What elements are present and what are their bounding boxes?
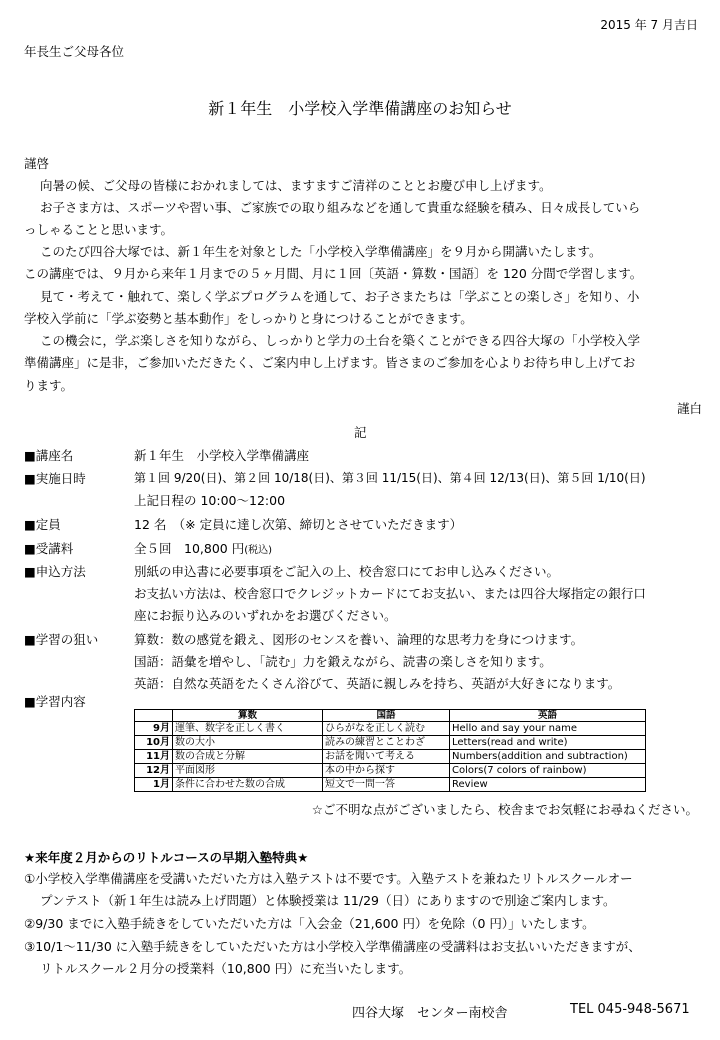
dates-value: 第１回 9/20(日)、第２回 10/18(日)、第３回 11/15(日)、第４回 12/13(日)、第５回 1/10(日): [134, 471, 646, 485]
special-item-1-cont: プンテスト（新１年生は読み上げ問題）と体験授業は 11/29（日）にありますので別途ご案内します。: [40, 893, 616, 908]
salutation: 謹啓: [24, 156, 50, 171]
table-row: [135, 736, 646, 750]
table-row: [135, 722, 646, 736]
japanese-cell: 本の中から探す: [323, 764, 450, 778]
table-row: [135, 750, 646, 764]
header-cell: 算数: [173, 710, 323, 722]
apply-value: 別紙の申込書に必要事項をご記入の上、校舎窓口にてお申し込みください。: [134, 564, 560, 579]
body-paragraph-line: っしゃることと思います。: [24, 222, 174, 237]
closing: 謹白: [676, 401, 702, 416]
dates-time: 上記日程の 10:00〜12:00: [134, 493, 286, 508]
dates-label: ■実施日時: [24, 471, 86, 486]
aim-english: 英語：自然な英語をたくさん浴びて、英語に親しみを持ち、英語が大好きになります。: [134, 676, 621, 691]
table-row: [135, 764, 646, 778]
english-cell: Hello and say your name: [450, 722, 646, 736]
special-item-1: ①小学校入学準備講座を受講いただいた方は入塾テストは不要です。入塾テストを兼ねたリトルスクールオー: [24, 871, 633, 886]
issue-date: 2015 年 7 月吉日: [600, 18, 698, 32]
apply-label: ■申込方法: [24, 564, 86, 579]
math-cell: 条件に合わせた数の合成: [173, 778, 323, 792]
body-paragraph-line: この機会に，学ぶ楽しさを知りながら、しっかりと学力の土台を築くことができる四谷大塚の「小学校入学: [40, 333, 641, 348]
content-label: ■学習内容: [24, 694, 86, 709]
header-cell: 国語: [323, 710, 450, 722]
aim-japanese: 国語：語彙を増やし、「読む」力を鍛えながら、読書の楽しさを知ります。: [134, 654, 552, 669]
header-cell: [135, 710, 173, 722]
body-paragraph-line: お子さま方は、スポーツや習い事、ご家族での取り組みなどを通して貴重な経験を積み、日々成長していら: [40, 200, 641, 215]
course-label: ■講座名: [24, 448, 74, 463]
english-cell: Letters(read and write): [450, 736, 646, 750]
body-paragraph-line: 向暑の候、ご父母の皆様におかれましては、ますますご清祥のこととお慶び申し上げます。: [40, 178, 552, 193]
aim-label: ■学習の狙い: [24, 632, 99, 647]
math-cell: 数の合成と分解: [173, 750, 323, 764]
recipient: 年長生ご父母各位: [24, 44, 125, 59]
inquiry-note: ☆ご不明な点がございましたら、校舎までお気軽にお尋ねください。: [311, 802, 698, 817]
math-cell: 平面図形: [173, 764, 323, 778]
table-header-row: [135, 710, 646, 722]
body-paragraph-line: この講座では、９月から来年１月までの５ヶ月間、月に１回〔英語・算数・国語〕を 120 分間で学習します。: [24, 266, 643, 281]
special-item-3-cont: リトルスクール２月分の授業料（10,800 円）に充当いたします。: [40, 961, 412, 976]
capacity-label: ■定員: [24, 517, 61, 532]
phone-number: TEL 045-948-5671: [570, 1002, 690, 1017]
month-cell: 11月: [135, 750, 173, 764]
japanese-cell: 読みの練習とことわざ: [323, 736, 450, 750]
fee-value: [134, 539, 272, 557]
header-cell: 英語: [450, 710, 646, 722]
ki-heading: 記: [354, 425, 367, 440]
math-cell: 運筆、数字を正しく書く: [173, 722, 323, 736]
body-paragraph-line: 見て・考えて・触れて、楽しく学ぶプログラムを通して、お子さまたちは「学ぶことの楽しさ」を知り、小: [40, 289, 640, 304]
math-cell: 数の大小: [173, 736, 323, 750]
japanese-cell: 短文で一問一答: [323, 778, 450, 792]
body-paragraph-line: このたび四谷大塚では、新１年生を対象とした「小学校入学準備講座」を９月から開講いたします。: [40, 244, 602, 259]
english-cell: Numbers(addition and subtraction): [450, 750, 646, 764]
fee-amount: 全５回 10,800 円: [134, 541, 245, 556]
payment-value-cont: 座にお振り込みのいずれかをお選びください。: [134, 608, 397, 623]
english-cell: Review: [450, 778, 646, 792]
payment-value: お支払い方法は、校舎窓口でクレジットカードにてお支払い、または四谷大塚指定の銀行口: [134, 586, 646, 601]
school-name: 四谷大塚 センター南校舎: [352, 1006, 508, 1021]
body-paragraph-line: ります。: [24, 378, 74, 393]
month-cell: 9月: [135, 722, 173, 736]
english-cell: Colors(7 colors of rainbow): [450, 764, 646, 778]
body-paragraph-line: 準備講座」に是非，ご参加いただきたく、ご案内申し上げます。皆さまのご参加を心よりお待ち申し上げてお: [24, 355, 636, 370]
month-cell: 12月: [135, 764, 173, 778]
special-offer-title: ★来年度２月からのリトルコースの早期入塾特典★: [24, 850, 309, 865]
fee-label: ■受講料: [24, 541, 74, 556]
table-row: [135, 778, 646, 792]
japanese-cell: お話を聞いて考える: [323, 750, 450, 764]
fee-tax-note: (税込): [244, 545, 273, 556]
page-title: 新１年生 小学校入学準備講座のお知らせ: [208, 99, 512, 118]
special-item-3: ③10/1〜11/30 に入塾手続きをしていただいた方は小学校入学準備講座の受講料はお支払いいただきますが、: [24, 939, 641, 954]
japanese-cell: ひらがなを正しく読む: [323, 722, 450, 736]
month-cell: 1月: [135, 778, 173, 792]
body-paragraph-line: 学校入学前に「学ぶ姿勢と基本動作」をしっかりと身につけることができます。: [24, 311, 473, 326]
special-item-2: ②9/30 までに入塾手続きをしていただいた方は「入会金（21,600 円）を免除（0 円）」いたします。: [24, 916, 595, 931]
course-value: 新１年生 小学校入学準備講座: [134, 448, 310, 463]
aim-math: 算数：数の感覚を鍛え、図形のセンスを養い、論理的な思考力を身につけます。: [134, 632, 584, 647]
month-cell: 10月: [135, 736, 173, 750]
schedule-table: [134, 709, 646, 792]
capacity-value: 12 名 （※ 定員に達し次第、締切とさせていただきます）: [134, 517, 463, 532]
